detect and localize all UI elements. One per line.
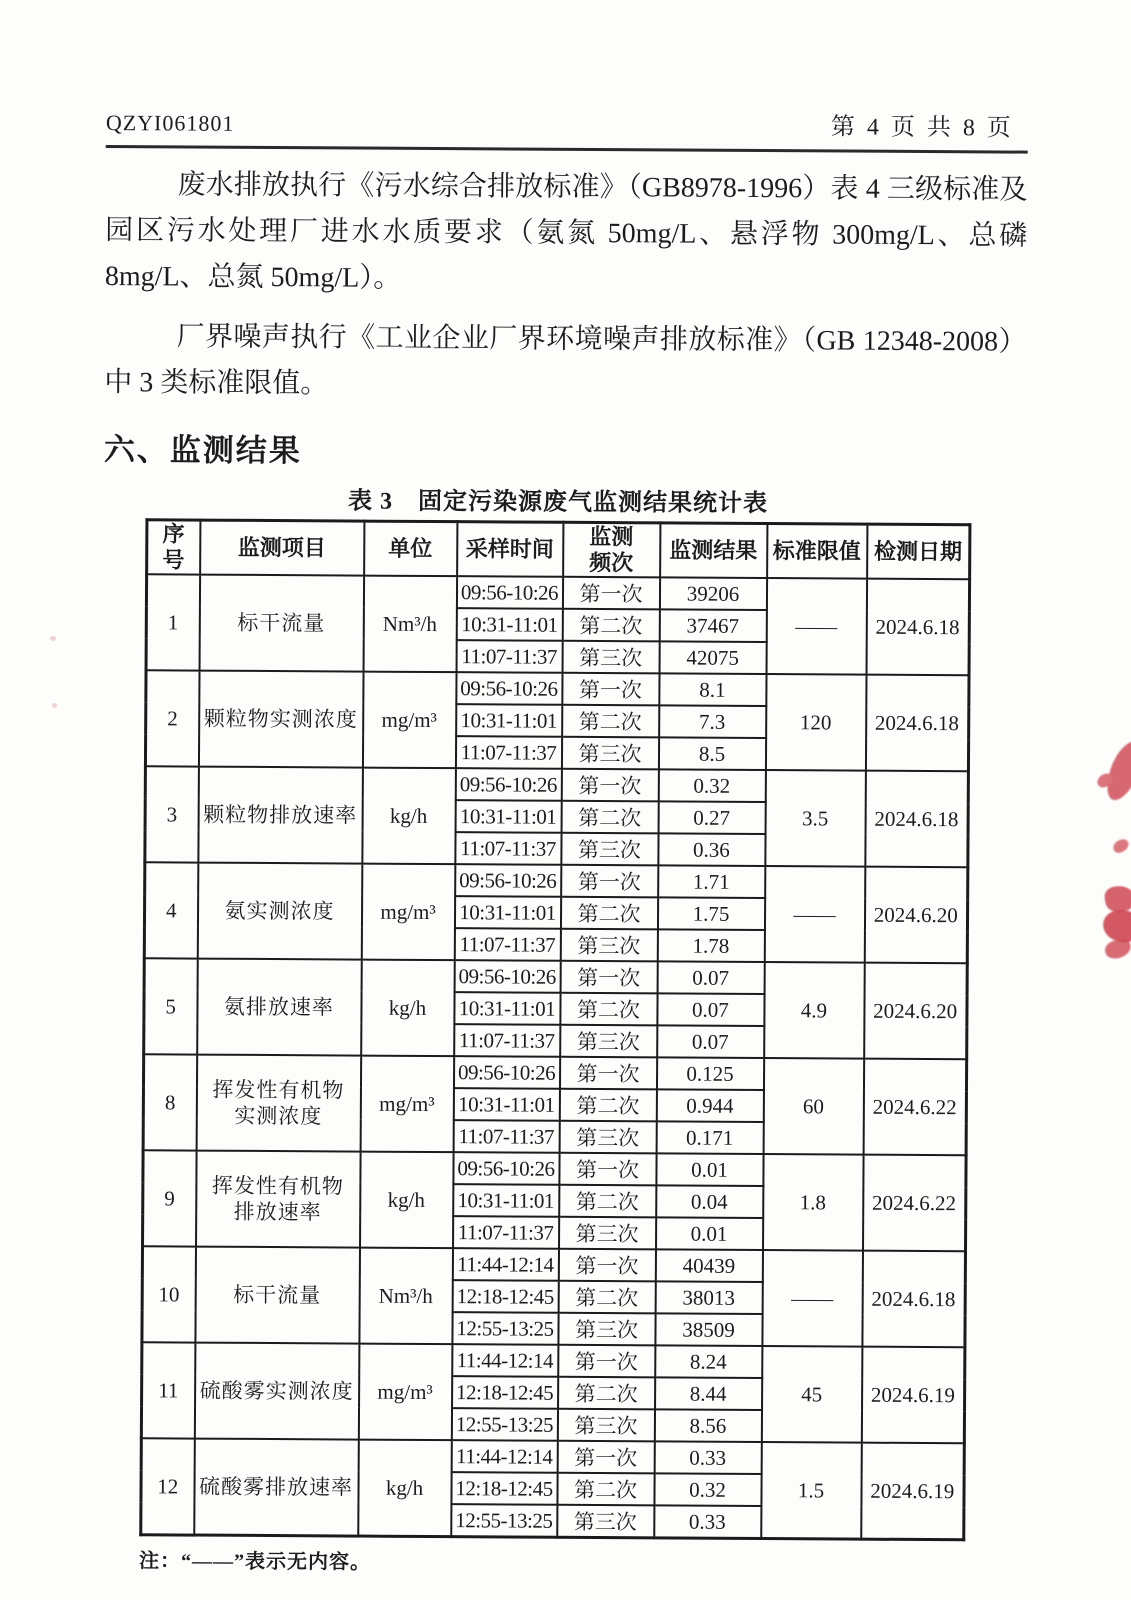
cell-result: 0.07 [657,961,764,994]
cell-sequence-number: 1 [146,574,200,670]
section-heading: 六、监测结果 [103,431,302,469]
cell-unit: mg/m³ [361,864,455,961]
cell-result: 0.07 [657,1025,764,1058]
cell-sampling-time: 10:31-11:01 [455,800,561,833]
cell-sequence-number: 5 [144,958,198,1054]
pink-speck-artifact [52,703,57,708]
cell-sampling-time: 11:44-12:14 [452,1248,558,1281]
cell-unit: mg/m³ [360,1056,454,1153]
cell-frequency: 第三次 [558,1313,655,1346]
cell-result: 0.01 [656,1153,763,1186]
cell-sampling-time: 09:56-10:26 [453,1152,559,1185]
cell-frequency: 第二次 [561,801,658,834]
cell-result: 8.5 [658,737,765,770]
paragraph-wastewater-standard: 废水排放执行《污水综合排放标准》（GB8978-1996）表 4 三级标准及园区污水处理厂进水水质要求（氨氮 50mg/L、悬浮物 300mg/L、总磷 8mg/L、总氮 50mg/L）。 [104,169,1028,294]
cell-result: 37467 [659,609,766,642]
cell-unit: Nm³/h [359,1248,453,1345]
cell-unit: kg/h [360,1152,454,1249]
cell-unit: kg/h [361,960,455,1057]
page-number-indicator: 第 4 页 共 8 页 [830,114,1014,142]
cell-standard-limit: —— [766,578,867,675]
column-header-3: 采样时间 [457,522,563,577]
column-header-2: 单位 [364,521,457,576]
document-code: QZYI061801 [105,109,235,136]
pink-speck-artifact [50,636,56,641]
cell-detection-date: 2024.6.22 [863,1059,967,1156]
cell-sequence-number: 11 [141,1342,195,1438]
cell-result: 1.71 [658,865,765,898]
table-footnote: 注：“——”表示无内容。 [139,1550,372,1574]
table-row [141,1438,964,1475]
cell-frequency: 第三次 [562,641,659,674]
cell-monitoring-item: 标干流量 [195,1247,360,1344]
column-header-5: 监测结果 [660,523,767,578]
cell-frequency: 第一次 [559,1153,656,1186]
cell-standard-limit: 3.5 [765,770,866,867]
cell-frequency: 第一次 [561,769,658,802]
column-header-1: 监测项目 [200,520,364,576]
cell-unit: Nm³/h [363,576,457,673]
column-header-7: 检测日期 [867,524,970,579]
page-content [97,102,1028,1579]
cell-detection-date: 2024.6.20 [864,963,968,1060]
cell-sampling-time: 09:56-10:26 [455,768,561,801]
cell-result: 7.3 [659,705,766,738]
cell-frequency: 第二次 [560,993,657,1026]
cell-frequency: 第三次 [560,929,657,962]
column-header-6: 标准限值 [767,524,867,579]
cell-result: 1.75 [657,897,764,930]
cell-unit: kg/h [358,1440,452,1537]
cell-result: 8.44 [655,1377,762,1410]
cell-result: 0.04 [656,1185,763,1218]
cell-sampling-time: 12:18-12:45 [451,1472,557,1505]
cell-sampling-time: 12:55-13:25 [452,1312,558,1345]
cell-frequency: 第三次 [561,737,658,770]
cell-standard-limit: 1.5 [761,1442,862,1539]
cell-result: 40439 [655,1249,762,1282]
cell-unit: mg/m³ [362,672,456,769]
cell-detection-date: 2024.6.20 [864,867,968,964]
cell-standard-limit: 45 [761,1346,862,1443]
cell-frequency: 第二次 [558,1281,655,1314]
cell-sampling-time: 11:07-11:37 [456,640,562,673]
cell-monitoring-item: 挥发性有机物 排放速率 [196,1151,361,1248]
cell-frequency: 第三次 [559,1217,656,1250]
cell-result: 0.32 [658,769,765,802]
cell-frequency: 第二次 [559,1185,656,1218]
table-row [145,766,968,803]
cell-frequency: 第二次 [562,609,659,642]
cell-frequency: 第三次 [557,1505,654,1538]
cell-sampling-time: 10:31-11:01 [456,704,562,737]
red-ink-mark [1101,908,1131,944]
cell-monitoring-item: 硫酸雾实测浓度 [194,1343,359,1440]
cell-standard-limit: 120 [765,674,866,771]
cell-frequency: 第一次 [562,673,659,706]
cell-frequency: 第二次 [558,1377,655,1410]
table-title: 表 3 固定污染源废气监测结果统计表 [347,488,769,518]
cell-detection-date: 2024.6.22 [862,1155,966,1252]
cell-frequency: 第三次 [557,1409,654,1442]
cell-result: 0.944 [656,1089,763,1122]
cell-detection-date: 2024.6.19 [861,1347,965,1444]
cell-result: 38509 [655,1313,762,1346]
cell-sampling-time: 11:07-11:37 [454,928,560,961]
cell-result: 42075 [659,641,766,674]
red-ink-mark [1103,937,1131,961]
cell-sequence-number: 4 [144,862,198,958]
cell-detection-date: 2024.6.19 [861,1443,965,1540]
cell-sampling-time: 10:31-11:01 [453,1184,559,1217]
table-row [145,862,968,899]
cell-detection-date: 2024.6.18 [865,675,969,772]
cell-result: 0.32 [654,1473,761,1506]
paragraph-noise-standard: 厂界噪声执行《工业企业厂界环境噪声排放标准》（GB 12348-2008）中 3 类标准限值。 [104,321,1027,400]
cell-sampling-time: 11:44-12:14 [451,1440,557,1473]
cell-sampling-time: 09:56-10:26 [454,960,560,993]
cell-sampling-time: 09:56-10:26 [455,864,561,897]
cell-result: 0.27 [658,801,765,834]
cell-frequency: 第一次 [559,1057,656,1090]
cell-unit: mg/m³ [358,1344,452,1441]
cell-sampling-time: 11:44-12:14 [452,1344,558,1377]
cell-sampling-time: 09:56-10:26 [456,672,562,705]
cell-sampling-time: 11:07-11:37 [453,1216,559,1249]
cell-detection-date: 2024.6.18 [862,1251,966,1348]
cell-standard-limit: 4.9 [764,962,865,1059]
red-ink-mark [1102,735,1131,805]
cell-monitoring-item: 挥发性有机物 实测浓度 [196,1055,361,1152]
cell-monitoring-item: 氨排放速率 [197,959,362,1056]
cell-monitoring-item: 颗粒物排放速率 [198,767,363,864]
cell-result: 8.24 [655,1345,762,1378]
cell-result: 0.36 [658,833,765,866]
cell-sampling-time: 11:07-11:37 [454,1024,560,1057]
table-row [142,1342,965,1379]
cell-sequence-number: 12 [141,1438,195,1535]
cell-frequency: 第一次 [558,1249,655,1282]
cell-sampling-time: 10:31-11:01 [453,1088,559,1121]
cell-result: 39206 [659,577,766,610]
cell-frequency: 第三次 [561,833,658,866]
cell-frequency: 第三次 [560,1025,657,1058]
cell-sampling-time: 09:56-10:26 [456,576,562,609]
cell-result: 38013 [655,1281,762,1314]
table-row [146,670,969,707]
cell-sequence-number: 2 [145,670,199,766]
cell-sampling-time: 10:31-11:01 [454,896,560,929]
cell-result: 0.07 [657,993,764,1026]
cell-frequency: 第二次 [560,897,657,930]
cell-standard-limit: 1.8 [762,1154,863,1251]
cell-sampling-time: 12:55-13:25 [451,1504,557,1537]
cell-sampling-time: 10:31-11:01 [456,608,562,641]
cell-result: 1.78 [657,929,764,962]
cell-result: 8.56 [654,1409,761,1442]
cell-result: 0.171 [656,1121,763,1154]
cell-sampling-time: 12:18-12:45 [452,1280,558,1313]
table-row [143,1054,966,1091]
cell-sampling-time: 11:07-11:37 [455,832,561,865]
cell-frequency: 第二次 [559,1089,656,1122]
red-ink-mark [1111,837,1130,854]
cell-sampling-time: 11:07-11:37 [455,736,561,769]
cell-frequency: 第二次 [557,1473,654,1506]
cell-sequence-number: 8 [143,1054,197,1150]
cell-sequence-number: 10 [142,1246,196,1342]
cell-result: 0.33 [654,1505,761,1538]
table-row [144,958,967,995]
running-header [106,102,1028,143]
cell-sampling-time: 09:56-10:26 [453,1056,559,1089]
cell-detection-date: 2024.6.18 [866,579,970,676]
cell-detection-date: 2024.6.18 [865,771,969,868]
table-header-row [147,520,970,580]
cell-frequency: 第一次 [558,1345,655,1378]
table-row [143,1150,966,1187]
cell-result: 0.01 [656,1217,763,1250]
cell-standard-limit: —— [762,1250,863,1347]
cell-result: 0.33 [654,1441,761,1474]
cell-unit: kg/h [362,768,456,865]
cell-frequency: 第一次 [560,961,657,994]
cell-frequency: 第一次 [561,865,658,898]
cell-result: 0.125 [656,1057,763,1090]
cell-frequency: 第三次 [559,1121,656,1154]
cell-standard-limit: —— [764,866,865,963]
cell-monitoring-item: 氨实测浓度 [197,863,362,960]
column-header-4: 监测 频次 [563,522,660,577]
header-rule [106,145,1028,154]
cell-sampling-time: 12:18-12:45 [452,1376,558,1409]
cell-frequency: 第一次 [557,1441,654,1474]
cell-standard-limit: 60 [763,1058,864,1155]
cell-frequency: 第一次 [562,577,659,610]
monitoring-results-table [139,518,971,1541]
cell-sampling-time: 12:55-13:25 [451,1408,557,1441]
cell-sampling-time: 10:31-11:01 [454,992,560,1025]
table-row [142,1246,965,1283]
cell-sequence-number: 3 [145,766,199,862]
table-row [146,574,969,611]
column-header-0: 序 号 [147,520,200,575]
cell-monitoring-item: 标干流量 [199,575,364,672]
cell-sequence-number: 9 [143,1150,197,1246]
cell-sampling-time: 11:07-11:37 [453,1120,559,1153]
cell-result: 8.1 [659,673,766,706]
cell-frequency: 第二次 [562,705,659,738]
cell-monitoring-item: 硫酸雾排放速率 [194,1439,359,1537]
cell-monitoring-item: 颗粒物实测浓度 [198,671,363,768]
